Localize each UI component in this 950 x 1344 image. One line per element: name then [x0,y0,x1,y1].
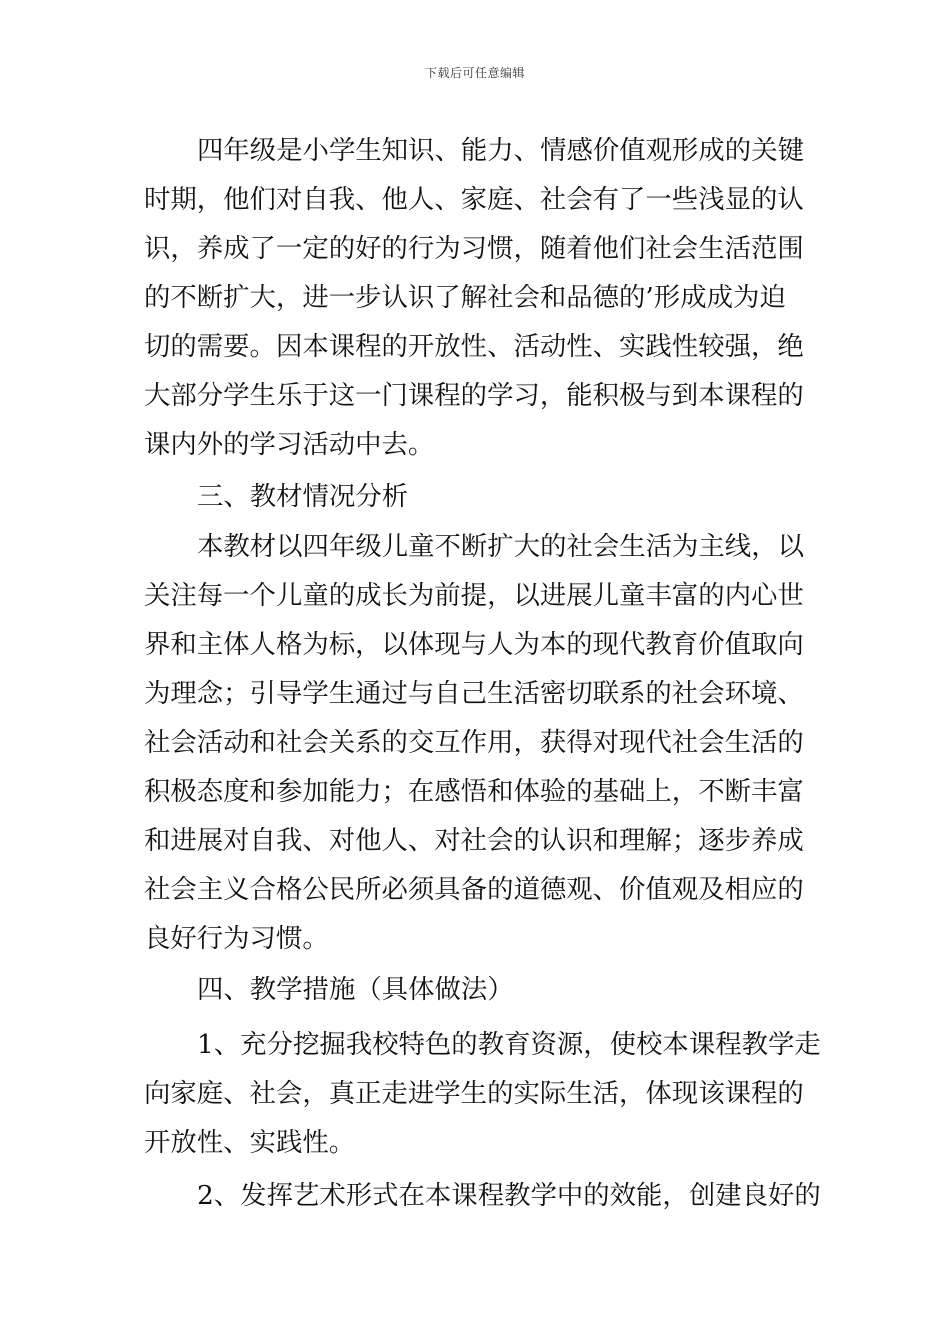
line-text: 和进展对自我、对他人、对社会的认识和理解；逐步养成 [144,825,804,856]
line-text: 大部分学生乐于这一门课程的学习，能积极与到本课程的 [144,380,804,411]
line-text: 良好行为习惯。 [144,923,329,954]
line-text: 本教材以四年级儿童不断扩大的社会生活为主线，以 [197,531,804,562]
line-text: 关注每一个儿童的成长为前提，以进展儿童丰富的内心世 [144,580,804,611]
line-text: 课内外的学习活动中去。 [144,429,435,460]
line-text: 2、发挥艺术形式在本课程教学中的效能，创建良好的 [197,1180,821,1211]
heading-text: 三、教材情况分析 [197,481,409,512]
line-text: 四年级是小学生知识、能力、情感价值观形成的关键 [197,135,804,166]
line-text: 社会活动和社会关系的交互作用，获得对现代社会生活的 [144,727,804,758]
line-text: 的不断扩大，进一步认识了解社会和品德的’形成成为迫 [144,282,786,313]
line-text: 社会主义合格公民所必须具备的道德观、价值观及相应的 [144,874,804,905]
line-text: 切的需要。因本课程的开放性、活动性、实践性较强，绝 [144,331,804,362]
line-text: 开放性、实践性。 [144,1127,356,1158]
line-text: 时期，他们对自我、他人、家庭、社会有了一些浅显的认 [144,184,804,215]
line-text: 界和主体人格为标，以体现与人为本的现代教育价值取向 [144,629,804,660]
page-header: 下载后可任意编辑 [424,66,525,80]
line-text: 向家庭、社会，真正走进学生的实际生活，体现该课程的 [144,1078,804,1109]
line-text: 为理念；引导学生通过与自己生活密切联系的社会环境、 [144,678,804,709]
line-text: 积极态度和参加能力；在感悟和体验的基础上，不断丰富 [144,776,804,807]
heading-text: 四、教学措施（具体做法） [197,974,514,1005]
line-text: 识，养成了一定的好的行为习惯，随着他们社会生活范围 [144,233,804,264]
line-text: 1、充分挖掘我校特色的教育资源，使校本课程教学走 [197,1029,821,1060]
